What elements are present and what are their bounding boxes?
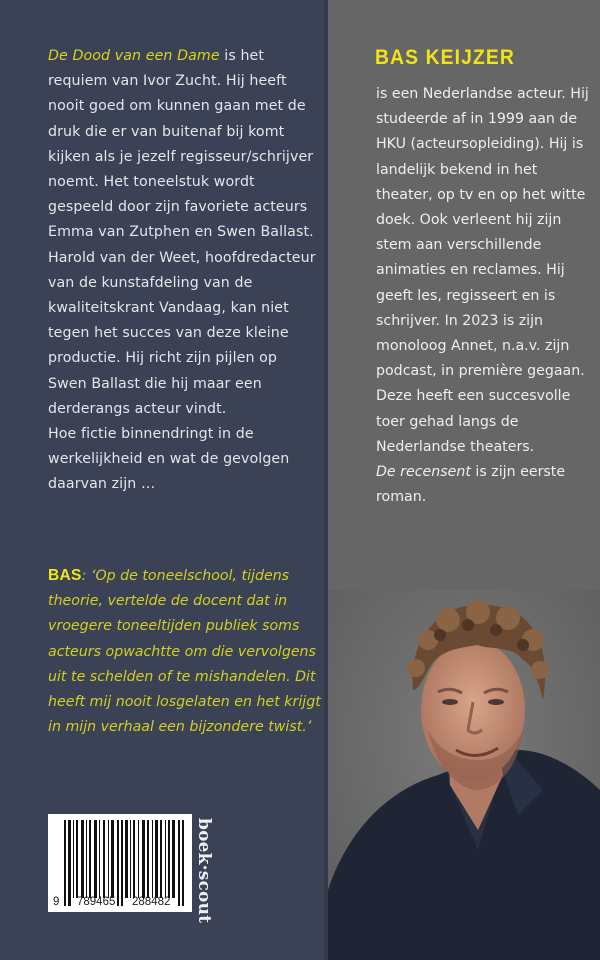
barcode-bars <box>48 814 192 912</box>
author-bio <box>376 82 591 510</box>
isbn-group-2: 288482 <box>132 896 171 908</box>
author-name: BAS KEIJZER <box>375 46 515 69</box>
author-quote <box>48 563 323 740</box>
blurb-text: is het requiem van Ivor Zucht. Hij heeft nooit goed om kunnen gaan met de druk die er van buitenaf bij komt kijken als je jezelf regisseur/schrijver noemt. Het toneelstuk wordt gespeeld door zijn favoriete acteurs Emma van Zutphen en Swen Ballast. Harold van der Weet, hoofdredacteur van de kunstafdeling van de kwaliteitskrant Vandaag, kan niet tegen het succes van deze kleine productie. Hij richt zijn pijlen op Swen Ballast die hij maar een derderangs acteur vindt. <box>48 48 316 417</box>
publisher-logo: boek·scout <box>194 818 214 924</box>
quote-separator: : <box>81 568 91 584</box>
book-title: De Dood van een Dame <box>48 48 220 64</box>
author-bio-text: is een Nederlandse acteur. Hij studeerde af in 1999 aan de HKU (acteursopleiding). Hij is landelijk bekend in het theater, op tv en op het witte doek. Ook verleent hij zijn stem aan verschillende animaties en reclames. Hij geeft les, regisseert en is schrijver. In 2023 is zijn monoloog Annet, n.a.v. zijn podcast, in première gegaan. Deze heeft een succesvolle toer gehad langs de Nederlandse theaters. <box>376 86 589 455</box>
portrait-illustration <box>328 590 600 960</box>
isbn-barcode <box>48 814 192 912</box>
isbn-group-1: 789465 <box>77 896 116 908</box>
novel-text: is zijn eerste roman. <box>376 464 566 506</box>
author-photo <box>328 590 600 960</box>
book-blurb <box>48 44 318 498</box>
blurb-closing: Hoe fictie binnendringt in de werkelijkheid en wat de gevolgen daarvan zijn … <box>48 426 290 493</box>
quote-text: ‘Op de toneelschool, tijdens theorie, vertelde de docent dat in vroegere toneeltijden publiek soms acteurs opwachtte om die vervolgens uit te schelden of te mishandelen. Dit heeft mij nooit losgelaten en het krijgt in mijn verhaal een bijzondere twist.’ <box>48 568 321 736</box>
isbn-lead-digit: 9 <box>53 896 60 908</box>
quote-speaker: BAS <box>48 567 82 584</box>
novel-title: De recensent <box>376 464 471 481</box>
